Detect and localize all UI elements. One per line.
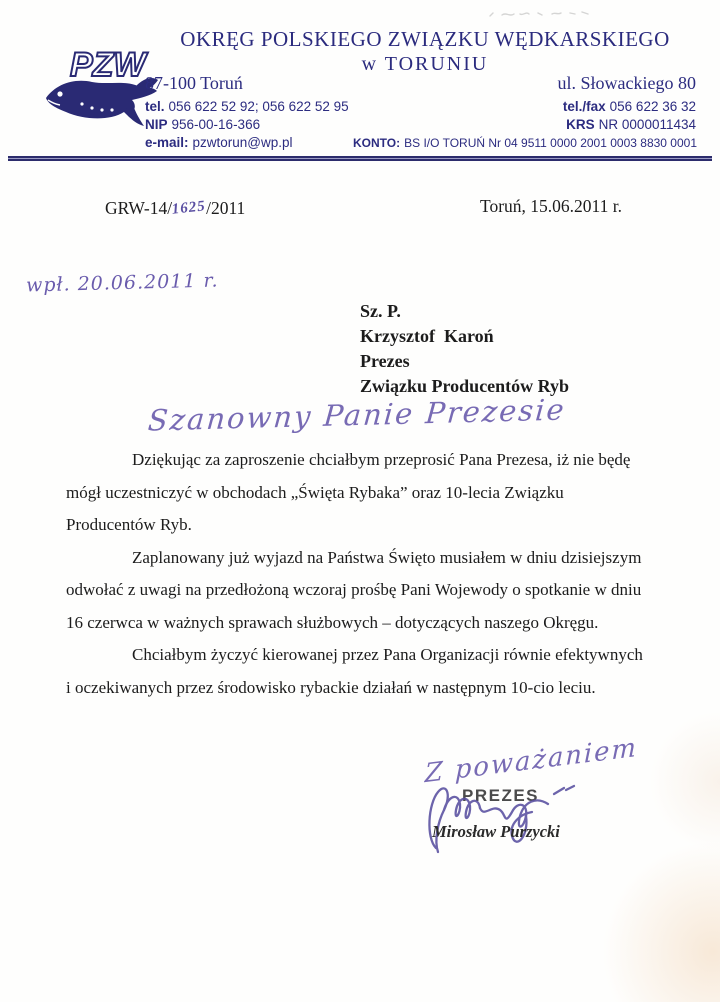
pencil-smudge bbox=[486, 6, 596, 22]
konto-value: BS I/O TORUŃ Nr 04 9511 0000 2001 0003 8830 0001 bbox=[404, 136, 697, 150]
stamp-title: PREZES bbox=[462, 786, 540, 805]
phone-value: 056 622 52 92; 056 622 52 95 bbox=[168, 99, 349, 114]
letter-body bbox=[66, 444, 648, 704]
handwritten-received-note: wpł. 20.06.2011 r. bbox=[25, 269, 219, 297]
org-phone bbox=[145, 99, 349, 114]
org-nip bbox=[145, 117, 260, 132]
recipient-block bbox=[360, 299, 569, 399]
handwritten-signature bbox=[408, 752, 598, 862]
recipient-title: Prezes bbox=[360, 351, 410, 371]
fax-value: 056 622 36 32 bbox=[609, 99, 696, 114]
nip-value: 956-00-16-366 bbox=[171, 117, 261, 132]
email-value: pzwtorun@wp.pl bbox=[192, 135, 293, 150]
recipient-honorific: Sz. P. bbox=[360, 301, 401, 321]
body-paragraph-1: Dziękując za zaproszenie chciałbym przeprosić Pana Prezesa, iż nie będę mógł uczestniczyć w obchodach „Święta Rybaka” oraz 10-lecia Związku Producentów Ryb. bbox=[66, 450, 631, 534]
handwritten-valediction: Z poważaniem bbox=[424, 732, 639, 790]
recipient-organization: Związku Producentów Ryb bbox=[360, 376, 570, 396]
email-label: e-mail: bbox=[145, 135, 189, 150]
nip-label: NIP bbox=[145, 117, 168, 132]
org-name-line2: w TORUNIU bbox=[361, 53, 489, 75]
body-paragraph-3: Chciałbym życzyć kierowanej przez Pana Organizacji równie efektywnych i oczekiwanych przez środowisko rybackie działań w następnym 10-cio leciu. bbox=[66, 645, 643, 697]
org-name-line1: OKRĘG POLSKIEGO ZWIĄZKU WĘDKARSKIEGO bbox=[180, 27, 670, 51]
org-email bbox=[145, 135, 293, 150]
date-line: Toruń, 15.06.2011 r. bbox=[480, 196, 623, 216]
krs-value: NR 0000011434 bbox=[598, 117, 696, 132]
reference-handwritten-number: 1625 bbox=[171, 198, 207, 218]
logo-letters: PZW bbox=[70, 46, 146, 84]
signer-name: Mirosław Purzycki bbox=[432, 822, 560, 841]
recipient-name: Krzysztof Karoń bbox=[360, 326, 494, 346]
body-paragraph-2: Zaplanowany już wyjazd na Państwa Święto musiałem w dniu dzisiejszym odwołać z uwagi na przedłożoną wczoraj prośbę Pani Wojewody o spotkanie w dniu 16 czerwca w ważnych sprawach służbowych – dotyczących naszego Okręgu. bbox=[66, 547, 642, 632]
header-divider bbox=[8, 156, 712, 161]
phone-label: tel. bbox=[145, 99, 165, 114]
fax-label: tel./fax bbox=[562, 99, 606, 114]
handwritten-salutation: Szanowny Panie Prezesie bbox=[146, 392, 568, 438]
reference-suffix: /2011 bbox=[206, 198, 246, 218]
org-krs bbox=[450, 117, 696, 132]
org-fax bbox=[450, 99, 696, 114]
pzw-logo bbox=[40, 42, 162, 144]
reference-number bbox=[105, 198, 245, 219]
org-street: ul. Słowackiego 80 bbox=[557, 73, 696, 93]
konto-label: KONTO: bbox=[353, 136, 401, 150]
org-postal-city: 87-100 Toruń bbox=[145, 73, 243, 93]
org-bank-account bbox=[330, 136, 697, 150]
reference-prefix: GRW-14/ bbox=[105, 198, 173, 218]
krs-label: KRS bbox=[566, 117, 595, 132]
